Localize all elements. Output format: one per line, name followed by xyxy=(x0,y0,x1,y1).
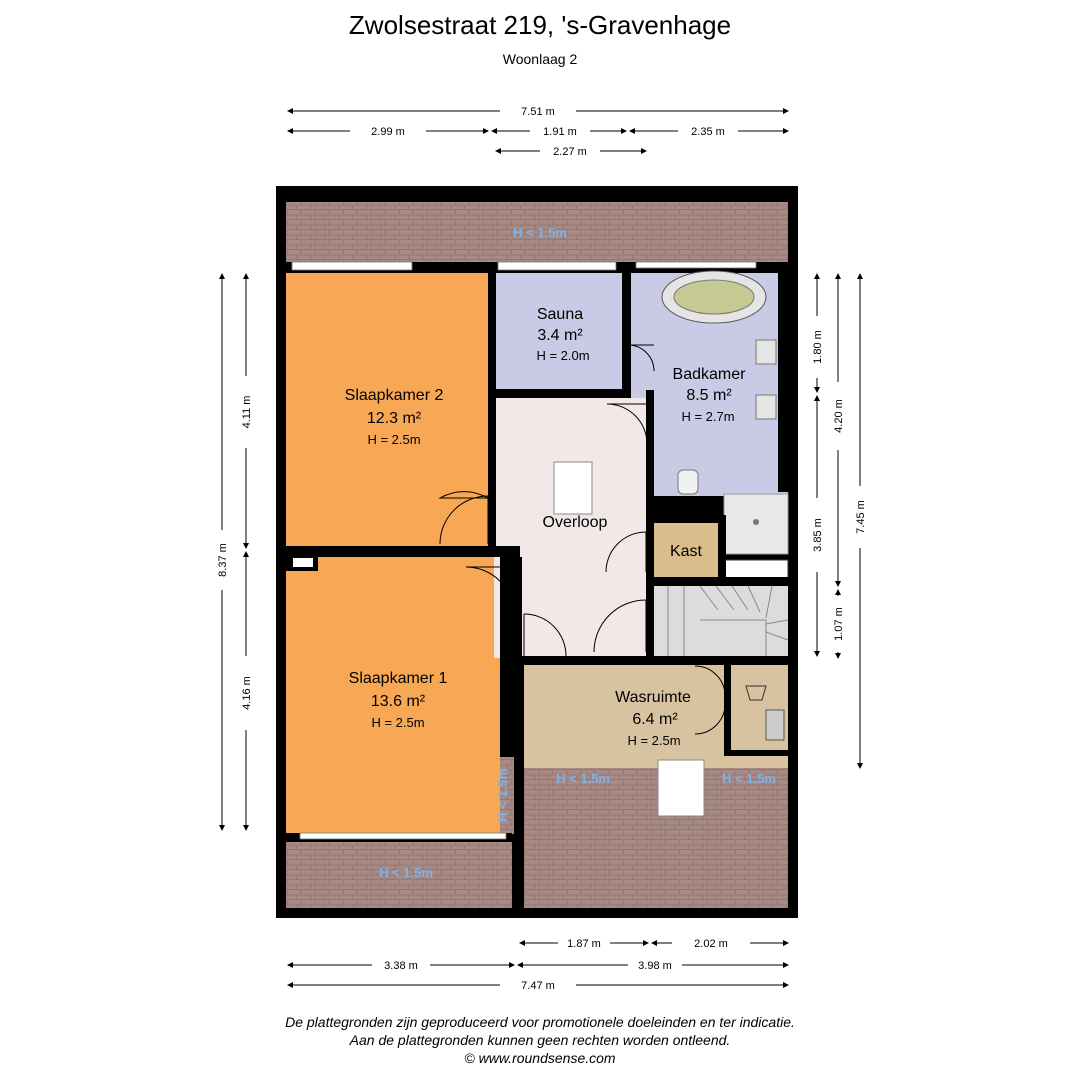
label-sauna-area: 3.4 m² xyxy=(537,327,583,344)
footer-copyright: © www.roundsense.com xyxy=(464,1050,616,1066)
footer-disclaimer-2: Aan de plattegronden kunnen geen rechten worden ontleend. xyxy=(349,1032,731,1048)
dim-right-total: 7.45 m xyxy=(855,500,867,534)
shower-ledge xyxy=(724,560,788,578)
dim-right-3: 3.85 m xyxy=(812,518,824,552)
sink xyxy=(756,340,776,364)
label-slaapkamer-2-area: 12.3 m² xyxy=(366,410,422,427)
label-sauna-height: H = 2.0m xyxy=(536,348,590,363)
hatch-overloop xyxy=(554,462,592,514)
dim-top-1: 2.99 m xyxy=(371,126,405,138)
label-slaapkamer-2-name: Slaapkamer 2 xyxy=(344,387,444,404)
label-overloop-name: Overloop xyxy=(542,514,608,531)
label-wasruimte-height: H = 2.5m xyxy=(627,733,681,748)
roof-label-top: H < 1.5m xyxy=(513,225,567,240)
label-badkamer-name: Badkamer xyxy=(672,366,746,383)
dim-top-total: 7.51 m xyxy=(521,106,555,118)
label-slaapkamer-2-height: H = 2.5m xyxy=(367,432,421,447)
label-slaapkamer-1-area: 13.6 m² xyxy=(370,693,426,710)
dim-left-2: 4.16 m xyxy=(241,676,253,710)
dim-bottom-2: 2.02 m xyxy=(694,938,728,950)
label-slaapkamer-1-height: H = 2.5m xyxy=(371,715,425,730)
roof-label-bottom-mid: H < 1.5m xyxy=(556,771,610,786)
dim-bottom-total: 7.47 m xyxy=(521,980,555,992)
hatch-roof xyxy=(658,760,704,816)
label-slaapkamer-1-name: Slaapkamer 1 xyxy=(348,670,448,687)
toilet xyxy=(678,470,698,494)
label-sauna-name: Sauna xyxy=(536,306,584,323)
label-badkamer-height: H = 2.7m xyxy=(681,409,735,424)
dim-top-4: 2.27 m xyxy=(553,146,587,158)
label-wasruimte-area: 6.4 m² xyxy=(632,711,678,728)
roof-bottom-right xyxy=(524,768,788,908)
dim-bottom-4: 3.98 m xyxy=(638,960,672,972)
dim-left-total: 8.37 m xyxy=(217,543,229,577)
duct xyxy=(293,558,313,567)
dim-top-3: 2.35 m xyxy=(691,126,725,138)
footer-disclaimer-1: De plattegronden zijn geproduceerd voor promotionele doeleinden en ter indicatie. xyxy=(285,1014,795,1030)
page-subtitle: Woonlaag 2 xyxy=(502,51,578,67)
roof-label-bottom-left: H < 1.5m xyxy=(379,865,433,880)
dim-top-2: 1.91 m xyxy=(543,126,577,138)
label-wasruimte-name: Wasruimte xyxy=(615,689,691,706)
dim-bottom-3: 3.38 m xyxy=(384,960,418,972)
dim-left-1: 4.11 m xyxy=(241,395,253,429)
dim-right-4: 1.07 m xyxy=(833,607,845,641)
roof-label-vertical: H < 1.5m xyxy=(495,768,510,822)
dim-bottom-1: 1.87 m xyxy=(567,938,601,950)
roof-label-bottom-right: H < 1.5m xyxy=(722,771,776,786)
dim-right-1: 1.80 m xyxy=(812,330,824,364)
page-title: Zwolsestraat 219, 's-Gravenhage xyxy=(348,10,732,40)
stairs xyxy=(654,586,788,656)
dim-right-2: 4.20 m xyxy=(833,399,845,433)
label-kast-name: Kast xyxy=(669,543,703,560)
label-badkamer-area: 8.5 m² xyxy=(686,387,732,404)
